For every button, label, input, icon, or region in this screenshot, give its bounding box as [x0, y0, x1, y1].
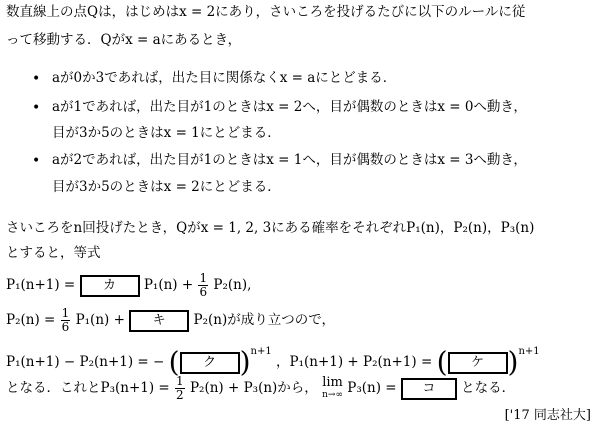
eq1-numerator: 1	[199, 271, 208, 285]
eq4-post: となる．	[461, 380, 516, 396]
equation-1	[6, 272, 251, 299]
eq4-fraction	[175, 375, 185, 402]
rule-1-line-1: aが0か3であれば，出た目に関係なくx = aにとどまる．	[52, 70, 397, 86]
eq3-paren-close-2: )	[507, 345, 519, 379]
eq4-limit-expr: P₃(n) =	[347, 380, 397, 396]
limit-label: lim	[322, 374, 343, 390]
eq1-fraction	[198, 272, 208, 299]
eq4-pre: となる．これとP₃(n+1) =	[6, 380, 170, 396]
equation-3	[6, 342, 540, 379]
answer-box-ko[interactable]: コ	[401, 378, 457, 400]
eq1-mid: P₁(n) +	[143, 277, 194, 293]
equation-4	[6, 375, 515, 402]
limit-subscript: n→∞	[322, 389, 343, 400]
rule-2-line-2: 目が3か5のときはx = 1にとどまる．	[52, 125, 281, 141]
eq2-fraction	[61, 307, 71, 334]
answer-box-ku[interactable]: ク	[180, 352, 240, 374]
source-citation: ['17 同志社大]	[504, 408, 591, 423]
intro-line-1: 数直線上の点Qは，はじめはx = 2にあり，さいころを投げるたびに以下のルールに従	[6, 4, 526, 20]
rule-2-line-1: aが1であれば，出た目が1のときはx = 2へ，目が偶数のときはx = 0へ動き，	[52, 99, 527, 115]
para-line-2: とすると，等式	[6, 245, 101, 261]
eq3-lhs: P₁(n+1) − P₂(n+1) = −	[6, 354, 165, 370]
limit-operator	[322, 374, 343, 401]
intro-line-2: って移動する．Qがx = aにあるとき，	[6, 32, 242, 48]
eq3-exponent-1: n+1	[250, 346, 272, 357]
eq3-mid: ，P₁(n+1) + P₂(n+1) =	[276, 354, 433, 370]
para-line-1: さいころをn回投げたとき，Qがx = 1, 2, 3にある確率をそれぞれP₁(n)，P₂(n)，P₃(n)	[6, 220, 535, 236]
eq4-numerator: 1	[176, 374, 184, 388]
eq2-numerator: 1	[61, 306, 70, 320]
eq3-paren-open-2: (	[436, 345, 448, 379]
eq2-denominator: 6	[61, 320, 70, 334]
answer-box-ka[interactable]: カ	[80, 275, 140, 297]
bullet-1: •	[32, 71, 41, 87]
eq1-rhs: P₂(n),	[213, 277, 252, 293]
eq2-rhs: P₂(n)が成り立つので，	[193, 312, 335, 328]
eq2-lhs: P₂(n) =	[6, 312, 56, 328]
rule-3-line-1: aが2であれば，出た目が1のときはx = 1へ，目が偶数のときはx = 3へ動き，	[52, 152, 527, 168]
eq3-paren-close-1: )	[239, 345, 251, 379]
eq1-denominator: 6	[199, 285, 208, 299]
answer-box-ki[interactable]: キ	[129, 310, 189, 332]
equation-2	[6, 307, 335, 334]
eq2-mid: P₁(n) +	[75, 312, 125, 328]
eq3-exponent-2: n+1	[518, 346, 540, 357]
eq4-denominator: 2	[176, 388, 184, 402]
bullet-2: •	[32, 100, 41, 116]
rule-3-line-2: 目が3か5のときはx = 2にとどまる．	[52, 179, 281, 195]
eq3-paren-open-1: (	[168, 345, 180, 379]
bullet-3: •	[32, 153, 41, 169]
answer-box-ke[interactable]: ケ	[448, 352, 508, 374]
eq4-mid: P₂(n) + P₃(n)から，	[189, 380, 318, 396]
eq1-lhs: P₁(n+1) =	[6, 277, 76, 293]
